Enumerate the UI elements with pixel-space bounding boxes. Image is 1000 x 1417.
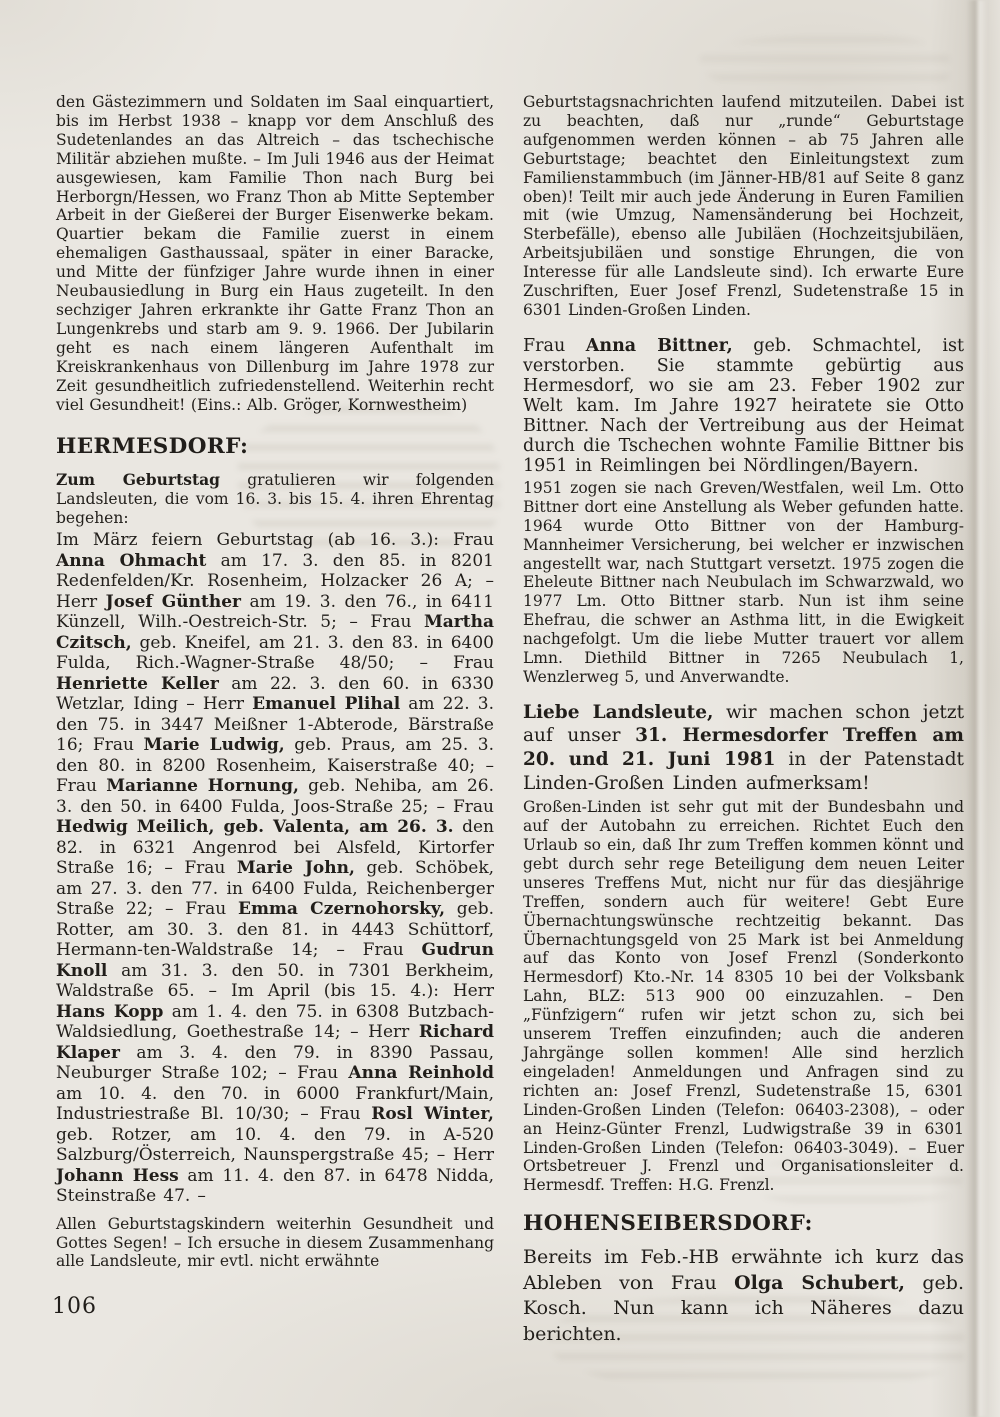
bittner-obituary-paragraph: Frau Anna Bittner, geb. Schmachtel, ist verstorben. Sie stammte gebürtig aus Hermesdorf, wo sie am 23. Feber 1902 zur Welt kam. Im Jahre 1927 heiratete sie Otto Bittner. Nach der Vertreibung aus der Heimat durch die Tschechen wohnte Familie Bittner bis 1951 in Reimlingen bei Nördlingen/Bayern. [523,335,965,476]
birthday-notes-paragraph: Geburtstagsnachrichten laufend mitzuteilen. Dabei ist zu beachten, daß nur „runde“ Geburtstage aufgenommen werden können – ab 75 Jahren alle Geburtstage; beachtet den Einleitungstext zum Familienstammbuch (im Jänner-HB/81 auf Seite 8 ganz oben)! Teilt mir auch jede Änderung in Euren Familien mit (wie Umzug, Namensänderung bei Hochzeit, Sterbefälle), ebenso alle Jubiläen (Hochzeitsjubiläen, Arbeitsjubiläen und sonstige Ehrungen, die von Interesse für alle Landsleute sind). Ich erwarte Eure Zuschriften, Euer Josef Frenzl, Sudetenstraße 15 in 6301 Linden-Großen Linden. [523,93,964,319]
bleed-through-artifact [700,36,950,92]
section-heading-hermesdorf: HERMESDORF: [56,434,249,460]
right-column [523,93,964,1347]
birthday-list: Im März feiern Geburtstag (ab 16. 3.): Frau Anna Ohmacht am 17. 3. den 85. in 8201 Redenfelden/Kr. Rosenheim, Holzacker 26 A; – Herr Josef Günther am 19. 3. den 76., in 6411 Künzell, Wilh.-Oestreich-Str. 5; – Frau Martha Czitsch, geb. Kneifel, am 21. 3. den 83. in 6400 Fulda, Rich.-Wagner-Straße 48/50; – Frau Henriette Keller am 22. 3. den 60. in 6330 Wetzlar, Iding – Herr Emanuel Plihal am 22. 3. den 75. in 3447 Meißner 1-Abterode, Bärstraße 16; Frau Marie Ludwig, geb. Praus, am 25. 3. den 80. in 8200 Rosenheim, Kaiserstraße 40; – Frau Marianne Hornung, geb. Nehiba, am 26. 3. den 50. in 6400 Fulda, Joos-Straße 25; – Frau Hedwig Meilich, geb. Valenta, am 26. 3. den 82. in 6321 Angenrod bei Alsfeld, Kirtorfer Straße 16; – Frau Marie John, geb. Schöbek, am 27. 3. den 77. in 6400 Fulda, Reichenberger Straße 22; – Frau Emma Czernohorsky, geb. Rotter, am 30. 3. den 81. in 4443 Schüttorf, Hermann-ten-Waldstraße 14; – Frau Gudrun Knoll am 31. 3. den 50. in 7301 Berkheim, Waldstraße 65. – Im April (bis 15. 4.): Herr Hans Kopp am 1. 4. den 75. in 6308 Butzbach-Waldsiedlung, Goethestraße 14; – Herr Richard Klaper am 3. 4. den 79. in 8390 Passau, Neuburger Straße 102; – Frau Anna Reinhold am 10. 4. den 70. in 6000 Frankfurt/Main, Industriestraße Bl. 10/30; – Frau Rosl Winter, geb. Rotzer, am 10. 4. den 79. in A-520 Salzburg/Österreich, Naunspergstraße 45; – Herr Johann Hess am 11. 4. den 87. in 6478 Nidda, Steinstraße 47. – [56,530,495,1207]
bittner-details-paragraph: 1951 zogen sie nach Greven/Westfalen, weil Lm. Otto Bittner dort eine Anstellung als Weber gefunden hatte. 1964 wurde Otto Bittner von der Hamburg-Mannheimer Versicherung, bei welcher er inzwischen angestellt war, nach Stuttgart versetzt. 1975 zogen die Eheleute Bittner nach Neubulach im Schwarzwald, wo 1977 Lm. Otto Bittner starb. Nun ist ihm seine Ehefrau, die schwer an Asthma litt, in die Ewigkeit nachgefolgt. Um die liebe Mutter trauert vor allem Lmn. Diethild Bittner in 7265 Neubulach 1, Wenzlerweg 5, und Anverwandte. [523,478,964,686]
page-number: 106 [52,1294,97,1319]
paper-crease-artifact [966,0,988,1417]
treffen-details-paragraph: Großen-Linden ist sehr gut mit der Bundesbahn und auf der Autobahn zu erreichen. Richtet Euch den Urlaub so ein, daß Ihr zum Treffen kommen könnt und gebt durch sehr rege Beteiligung dem neuen Leiter unseres Treffens Mut, nicht nur für das diesjährige Treffen, sondern auch für weitere! Gebt Eure Übernachtungswünsche rechtzeitig bekannt. Das Übernachtungsgeld von 25 Mark ist bei Anmeldung auf das Konto von Josef Frenzl (Sonderkonto Hermesdorf) Kto.-Nr. 14 8305 10 bei der Volksbank Lahn, BLZ: 513 900 00 einzuzahlen. – Den „Fünfzigern“ rufen wir jetzt schon zu, sich bei unserem Treffen einzufinden; auch die anderen Jahrgänge sollen kommen! Alle sind herzlich eingeladen! Anmeldungen und Anfragen sind zu richten an: Josef Frenzl, Sudetenstraße 15, 6301 Linden-Großen Linden (Telefon: 06403-2308), – oder an Heinz-Günter Frenzl, Ludwigstraße 39 in 6301 Linden-Großen Linden (Telefon: 06403-3049). – Euer Ortsbetreuer J. Frenzl und Organisationsleiter d. Hermesdf. Treffen: H.G. Frenzl. [523,798,964,1195]
left-column [56,93,494,1271]
section-heading-hohenseibersdorf: HOHENSEIBERSDORF: [523,1211,813,1237]
treffen-announcement: Liebe Landsleute, wir machen schon jetzt auf unser 31. Hermesdorfer Treffen am 20. und 21. Juni 1981 in der Patenstadt Linden-Großen Linden aufmerksam! [523,701,965,794]
birthday-intro: Zum Geburtstag gratulieren wir folgenden Landsleuten, die vom 16. 3. bis 15. 4. ihren Ehrentag begehen: [56,470,494,528]
schubert-paragraph: Bereits im Feb.-HB erwähnte ich kurz das Ableben von Frau Olga Schubert, geb. Kosch. Nun kann ich Näheres dazu berichten. [523,1246,964,1345]
birthday-closing: Allen Geburtstagskindern weiterhin Gesundheit und Gottes Segen! – Ich ersuche in diesem Zusammenhang alle Landsleute, mir evtl. nicht erwähnte [56,1214,494,1271]
thon-family-paragraph: den Gästezimmern und Soldaten im Saal einquartiert, bis im Herbst 1938 – knapp vor dem Anschluß des Sudetenlandes an das Altreich – das tschechische Militär abziehen mußte. – Im Juli 1946 aus der Heimat ausgewiesen, kam Familie Thon nach Burg bei Herborgn/Hessen, wo Franz Thon ab Mitte September Arbeit in der Gießerei der Burger Eisenwerke bekam. Quartier bekam die Familie zuerst in einem ehemaligen Gasthaussaal, später in einer Baracke, und Mitte der fünfziger Jahre wurde ihnen in einer Neubausiedlung in Burg ein Haus zugeteilt. In den sechziger Jahren erkrankte ihr Gatte Franz Thon an Lungenkrebs und starb am 9. 9. 1966. Der Jubilarin geht es nach einem längeren Aufenthalt im Kreiskrankenhaus von Dillenburg im Jahre 1978 zur Zeit gesundheitlich zufriedenstellend. Weiterhin recht viel Gesundheit! (Eins.: Alb. Gröger, Kornwestheim) [56,93,494,414]
